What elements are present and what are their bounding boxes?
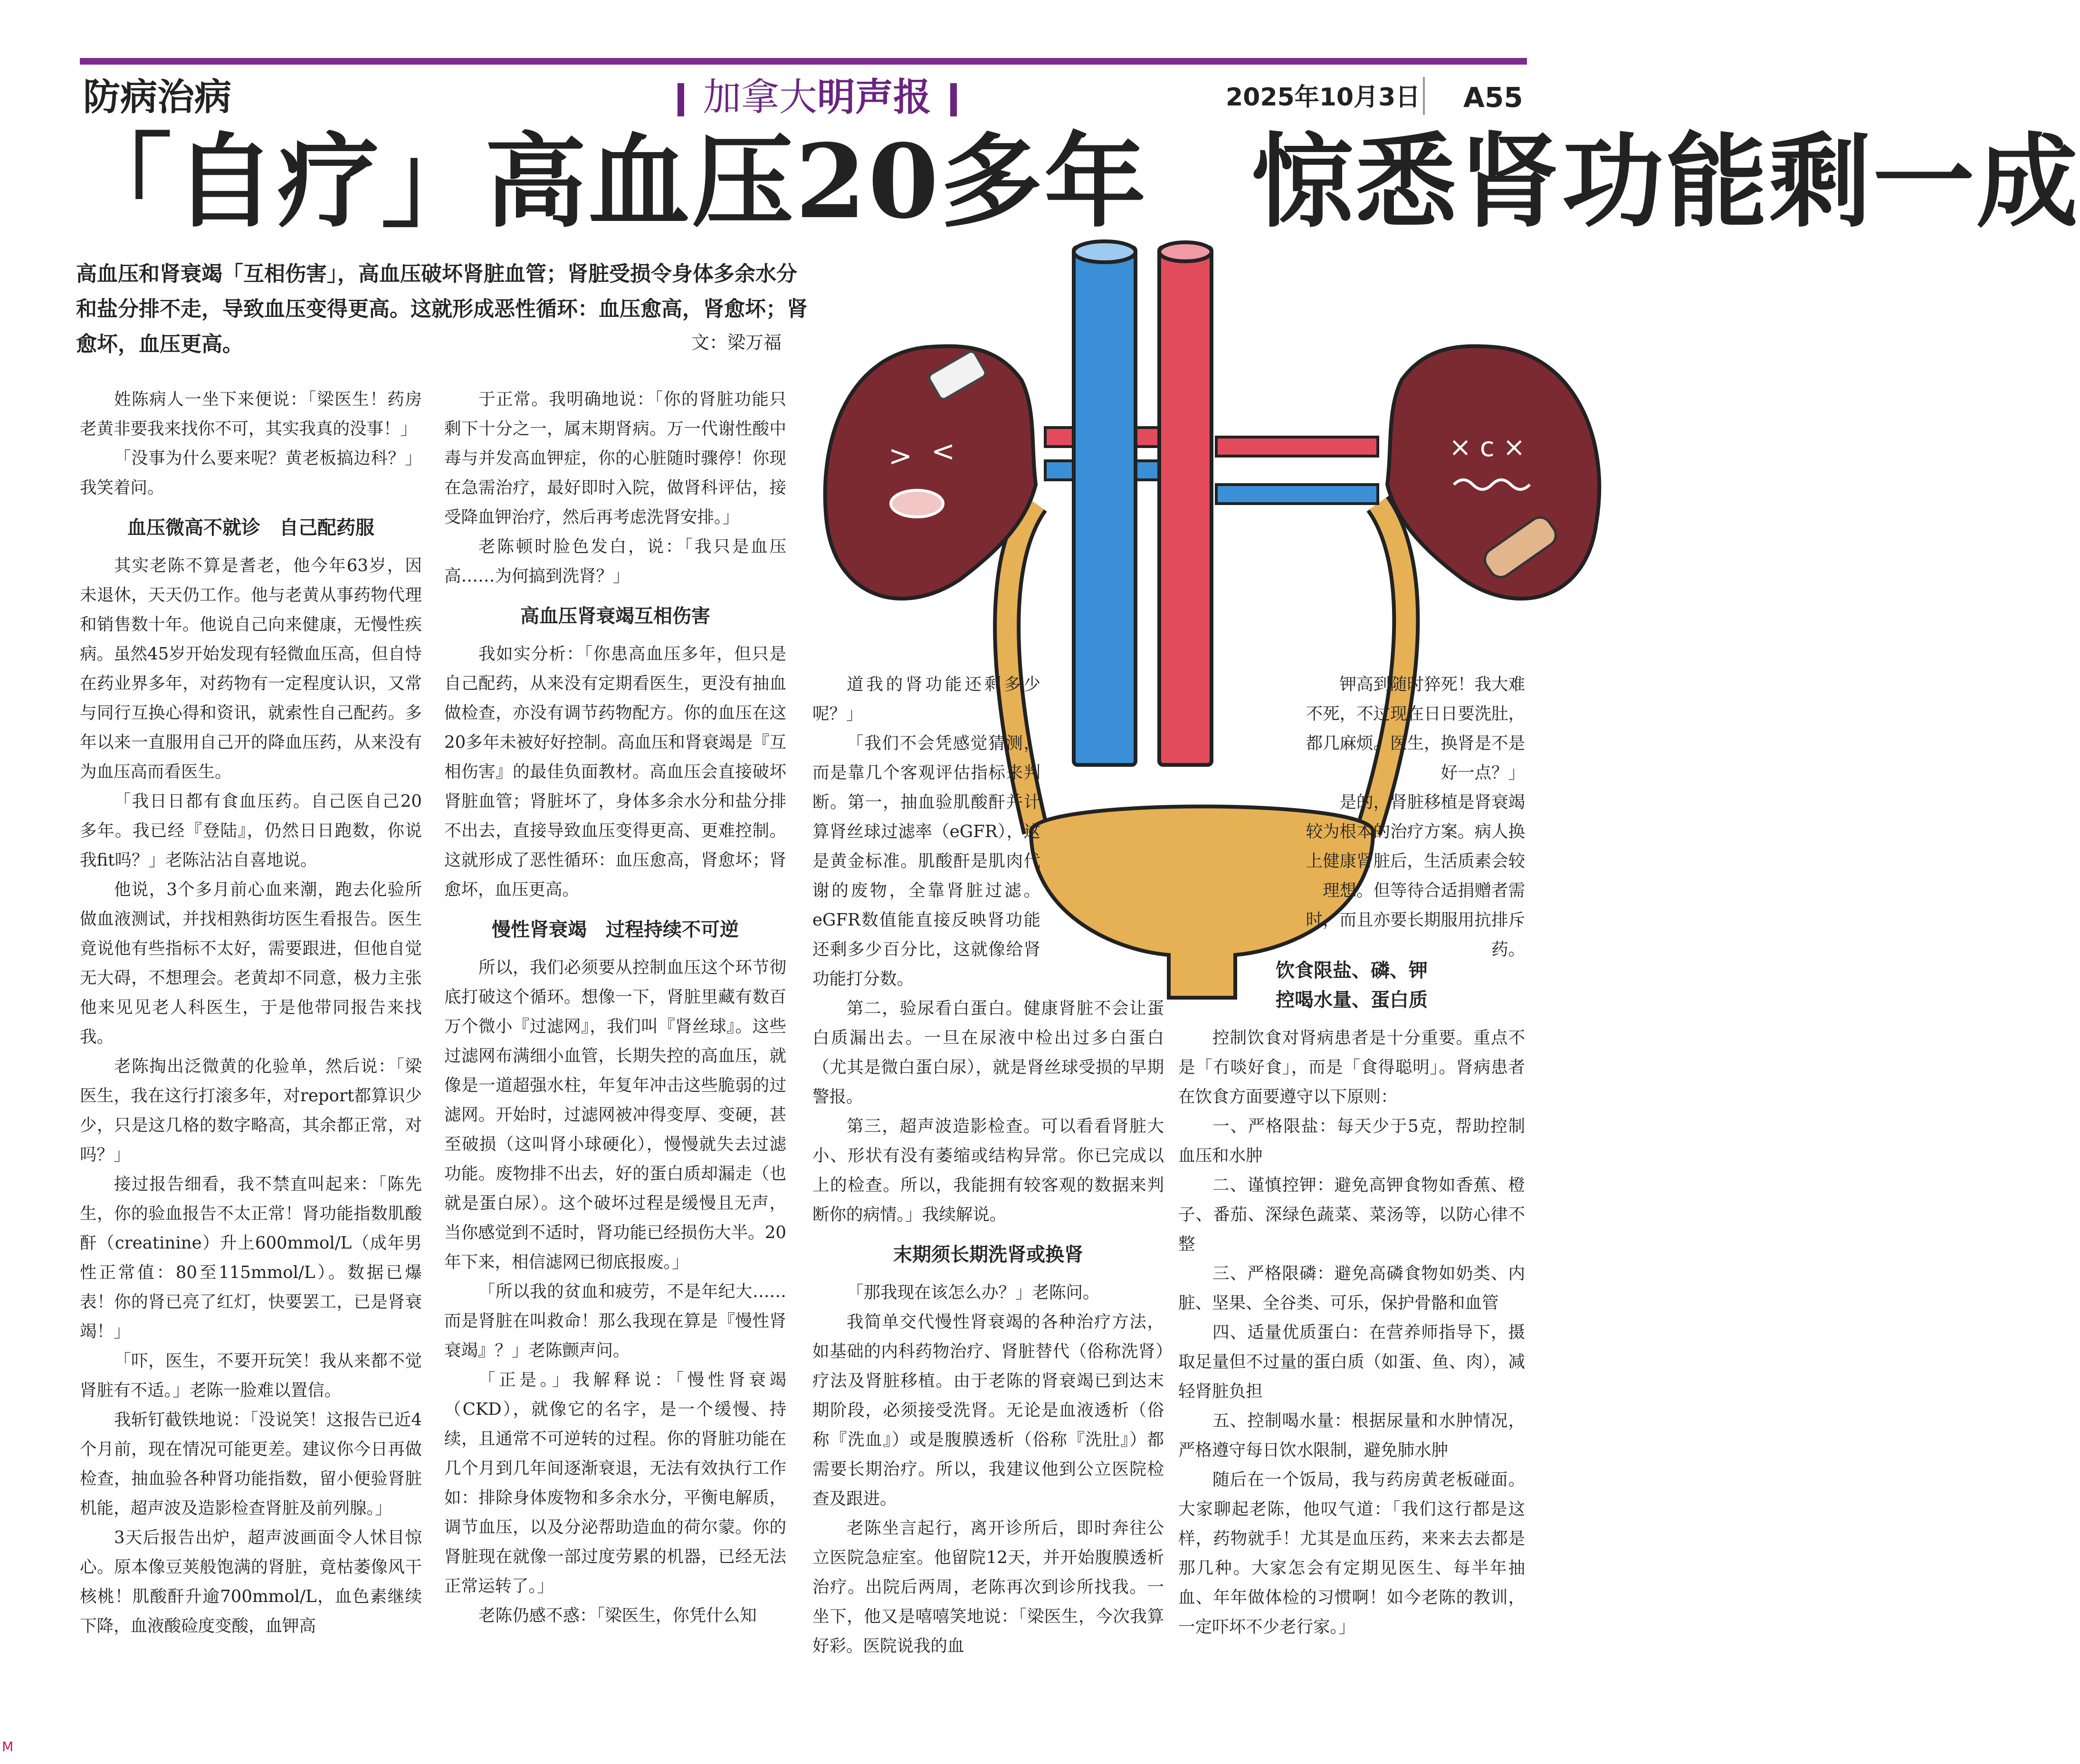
paragraph: 他说，3个多月前心血来潮，跑去化验所做血液测试，并找相熟街坊医生看报告。医生竟说他有些指标不太好，需要跟进，但他自觉无大碍，不想理会。老黄却不同意，极力主张他来见见老人科医生，于是他带同报告来找我。 [80, 880, 422, 1047]
column-3-top [812, 670, 1040, 994]
rule-item: 五、控制喝水量：根据尿量和水肿情况，严格遵守每日饮水限制，避免肺水肿 [1178, 1411, 1525, 1460]
aorta [1159, 247, 1212, 765]
subheading: 高血压肾衰竭互相伤害 [520, 605, 710, 627]
subheading: 末期须长期洗肾或换肾 [893, 1243, 1083, 1266]
page-number: A55 [1463, 81, 1523, 114]
subheading: 血压微高不就诊 自己配药服 [127, 516, 374, 539]
paragraph: 控制饮食对肾病患者是十分重要。重点不是「冇啖好食」，而是「食得聪明」。肾病患者在饮食方面要遵守以下原则： [1178, 1028, 1525, 1106]
paragraph: 我斩钉截铁地说：「没说笑！这报告已近4个月前，现在情况可能更差。建议你今日再做检查，抽血验各种肾功能指数，留小便验肾脏机能，超声波及造影检查肾脏及前列腺。」 [80, 1410, 422, 1518]
column-1 [80, 385, 422, 1641]
masthead-bar-left [677, 83, 684, 116]
column-4-top [1302, 670, 1525, 964]
masthead-region: 加拿大 [703, 75, 817, 119]
header-divider [1423, 77, 1425, 115]
paragraph: 于正常。我明确地说：「你的肾脏功能只剩下十分之一，属末期肾病。万一代谢性酸中毒与并发高血钾症，你的心脏随时骤停！你现在急需治疗，最好即时入院，做肾科评估，接受降血钾治疗，然后再考虑洗肾安排。」 [444, 390, 786, 527]
paragraph: 「那我现在该怎么办？」老陈问。 [847, 1283, 1100, 1302]
paragraph: 我如实分析：「你患高血压多年，但只是自己配药，从来没有定期看医生，更没有抽血做检查，亦没有调节药物配方。你的血压在这20多年未被好好控制。高血压和肾衰竭是『互相伤害』的最佳负面教材。高血压会直接破坏肾脏血管；肾脏坏了，身体多余水分和盐分排不出去，直接导致血压变得更高、更难控制。这就形成了恶性循环：血压愈高，肾愈坏；肾愈坏，血压更高。 [444, 644, 786, 899]
paragraph: 老陈顿时脸色发白，说：「我只是血压高……为何搞到洗肾？」 [444, 537, 786, 586]
byline: 文：梁万福 [691, 332, 782, 353]
paragraph: 老陈坐言起行，离开诊所后，即时奔往公立医院急症室。他留院12天，并开始腹膜透析治疗。出院后两周，老陈再次到诊所找我。一坐下，他又是嘻嘻笑地说：「梁医生，今次我算好彩。医院说我的血 [812, 1518, 1164, 1656]
column-3 [812, 670, 1164, 1661]
paragraph: 3天后报告出炉，超声波画面令人怵目惊心。原本像豆荚般饱满的肾脏，竟枯萎像风干核桃！肌酸酐升逾700mmol/L，血色素继续下降，血液酸硷度变酸，血钾高 [80, 1528, 422, 1636]
paragraph: 「我们不会凭感觉猜测，而是靠几个客观评估指标来判断。第一，抽血验肌酸酐并计算肾丝球过滤率（eGFR），这是黄金标准。肌酸酐是肌肉代谢的废物，全靠肾脏过滤。eGFR数值能直接反映肾功能还剩多少百分比，这就像给肾功能打分数。 [812, 734, 1040, 989]
paragraph: 老陈掏出泛微黄的化验单，然后说：「梁医生，我在这行打滚多年，对report都算识少少，只是这几格的数字略高，其余都正常，对吗？」 [80, 1057, 422, 1164]
paragraph: 钾高到随时猝死！我大难不死，不过现在日日要洗肚，都几麻烦。医生，换肾是不是好一点？」 [1306, 675, 1525, 782]
headline: 「自疗」高血压20多年 惊悉肾功能剩一成 [70, 122, 2080, 241]
paragraph: 随后在一个饭局，我与药房黄老板碰面。大家聊起老陈，他叹气道：「我们这行都是这样，药物就手！尤其是血压药，来来去去都是那几种。大家怎会有定期见医生、每半年抽血、年年做体检的习惯啊！如今老陈的教训，一定吓坏不少老行家。」 [1178, 1470, 1525, 1637]
rule-item: 四、适量优质蛋白：在营养师指导下，摄取足量但不过量的蛋白质（如蛋、鱼、肉），减轻肾脏负担 [1178, 1323, 1525, 1401]
svg-text:× c ×: × c × [1449, 432, 1526, 463]
header-rule [80, 58, 1527, 65]
paragraph: 「吓，医生，不要开玩笑！我从来都不觉肾脏有不适。」老陈一脸难以置信。 [80, 1351, 422, 1400]
masthead-bar-right [950, 83, 957, 116]
paragraph: 「正是。」我解释说：「慢性肾衰竭（CKD），就像它的名字，是一个缓慢、持续，且通常不可逆转的过程。你的肾脏功能在几个月到几年间逐渐衰退，无法有效执行工作如：排除身体废物和多余水分，平衡电解质，调节血压，以及分泌帮助造血的荷尔蒙。你的肾脏现在就像一部过度劳累的机器，已经无法正常运转了。」 [444, 1370, 786, 1596]
section-title: 防病治病 [83, 76, 232, 119]
paragraph: 「没事为什么要来呢？黄老板搞边科？」我笑着问。 [80, 448, 422, 497]
masthead [651, 71, 983, 124]
paragraph: 我简单交代慢性肾衰竭的各种治疗方法，如基础的内科药物治疗、肾脏替代（俗称洗肾）疗法及肾脏移植。由于老陈的肾衰竭已到达末期阶段，必须接受洗肾。无论是血液透析（俗称『洗血』）或是腹膜透析（俗称『洗肚』）都需要长期治疗。所以，我建议他到公立医院检查及跟进。 [812, 1312, 1164, 1508]
paragraph: 其实老陈不算是耆老，他今年63岁，因未退休，天天仍工作。他与老黄从事药物代理和销售数十年。他说自己向来健康，无慢性疾病。虽然45岁开始发现有轻微血压高，但自恃在药业界多年，对药物有一定程度认识，又常与同行互换心得和资讯，就索性自己配药。多年以来一直服用自己开的降血压药，从来没有为血压高而看医生。 [80, 556, 422, 782]
paragraph: 姓陈病人一坐下来便说：「梁医生！药房老黄非要我来找你不可，其实我真的没事！」 [80, 390, 422, 439]
rule-item: 一、严格限盐：每天少于5克，帮助控制血压和水肿 [1178, 1116, 1525, 1165]
paragraph: 老陈仍感不惑：「梁医生，你凭什么知 [478, 1606, 757, 1625]
paragraph: 是的，肾脏移植是肾衰竭较为根本的治疗方案。病人换上健康肾脏后，生活质素会较理想。但等待合适捐赠者需时，而且亦要长期服用抗排斥药。 [1306, 792, 1525, 959]
paragraph: 所以，我们必须要从控制血压这个环节彻底打破这个循环。想像一下，肾脏里藏有数百万个微小『过滤网』，我们叫『肾丝球』。这些过滤网布满细小血管，长期失控的高血压，就像是一道超强水柱，年复年冲击这些脆弱的过滤网。开始时，过滤网被冲得变厚、变硬，甚至破损（这叫肾小球硬化），慢慢就失去过滤功能。废物排不出去，好的蛋白质却漏走（也就是蛋白尿）。这个破坏过程是缓慢且无声，当你感觉到不适时，肾功能已经损伤大半。20年下来，相信滤网已彻底报废。」 [444, 958, 786, 1272]
subheading: 慢性肾衰竭 过程持续不可逆 [492, 918, 739, 941]
paragraph: 道我的肾功能还剩多少呢？」 [812, 675, 1040, 724]
column-4 [1178, 945, 1525, 1642]
lede: 高血压和肾衰竭「互相伤害」，高血压破坏肾脏血管；肾脏受损令身体多余水分和盐分排不走，导致血压变得更高。这就形成恶性循环：血压愈高，肾愈坏；肾愈坏，血压更高。 [76, 262, 808, 356]
issue-date: 2025年10月3日 [1226, 83, 1421, 112]
paragraph: 「所以我的贫血和疲劳，不是年纪大……而是肾脏在叫救命！那么我现在算是『慢性肾衰竭』？」老陈颤声问。 [444, 1282, 786, 1360]
masthead-name: 明声报 [817, 75, 931, 119]
paragraph: 第二，验尿看白蛋白。健康肾脏不会让蛋白质漏出去。一旦在尿液中检出过多白蛋白（尤其是微白蛋白尿），就是肾丝球受损的早期警报。 [812, 999, 1164, 1106]
rule-item: 二、谨慎控钾：避免高钾食物如香蕉、橙子、番茄、深绿色蔬菜、菜汤等，以防心律不整 [1178, 1175, 1525, 1254]
paragraph: 第三，超声波造影检查。可以看看肾脏大小、形状有没有萎缩或结构异常。你已完成以上的检查。所以，我能拥有较客观的数据来判断你的病情。」我续解说。 [812, 1116, 1164, 1224]
corner-mark: M [2, 1739, 14, 1754]
paragraph: 「我日日都有食血压药。自己医自己20多年。我已经『登陆』，仍然日日跑数，你说我fit吗？」老陈沾沾自喜地说。 [80, 791, 422, 870]
svg-text:<: < [931, 435, 955, 468]
column-2 [444, 385, 786, 1631]
rule-item: 三、严格限磷：避免高磷食物如奶类、内脏、坚果、全谷类、可乐，保护骨骼和血管 [1178, 1264, 1525, 1313]
subheading: 饮食限盐、磷、钾 控喝水量、蛋白质 [1276, 959, 1428, 1011]
svg-text:>: > [888, 439, 913, 473]
paragraph: 接过报告细看，我不禁直叫起来：「陈先生，你的验血报告不太正常！肾功能指数肌酸酐（creatinine）升上600mmol/L（成年男性正常值：80至115mmol/L）。数据已爆表！你的肾已亮了红灯，快要罢工，已是肾衰竭！」 [80, 1174, 422, 1341]
